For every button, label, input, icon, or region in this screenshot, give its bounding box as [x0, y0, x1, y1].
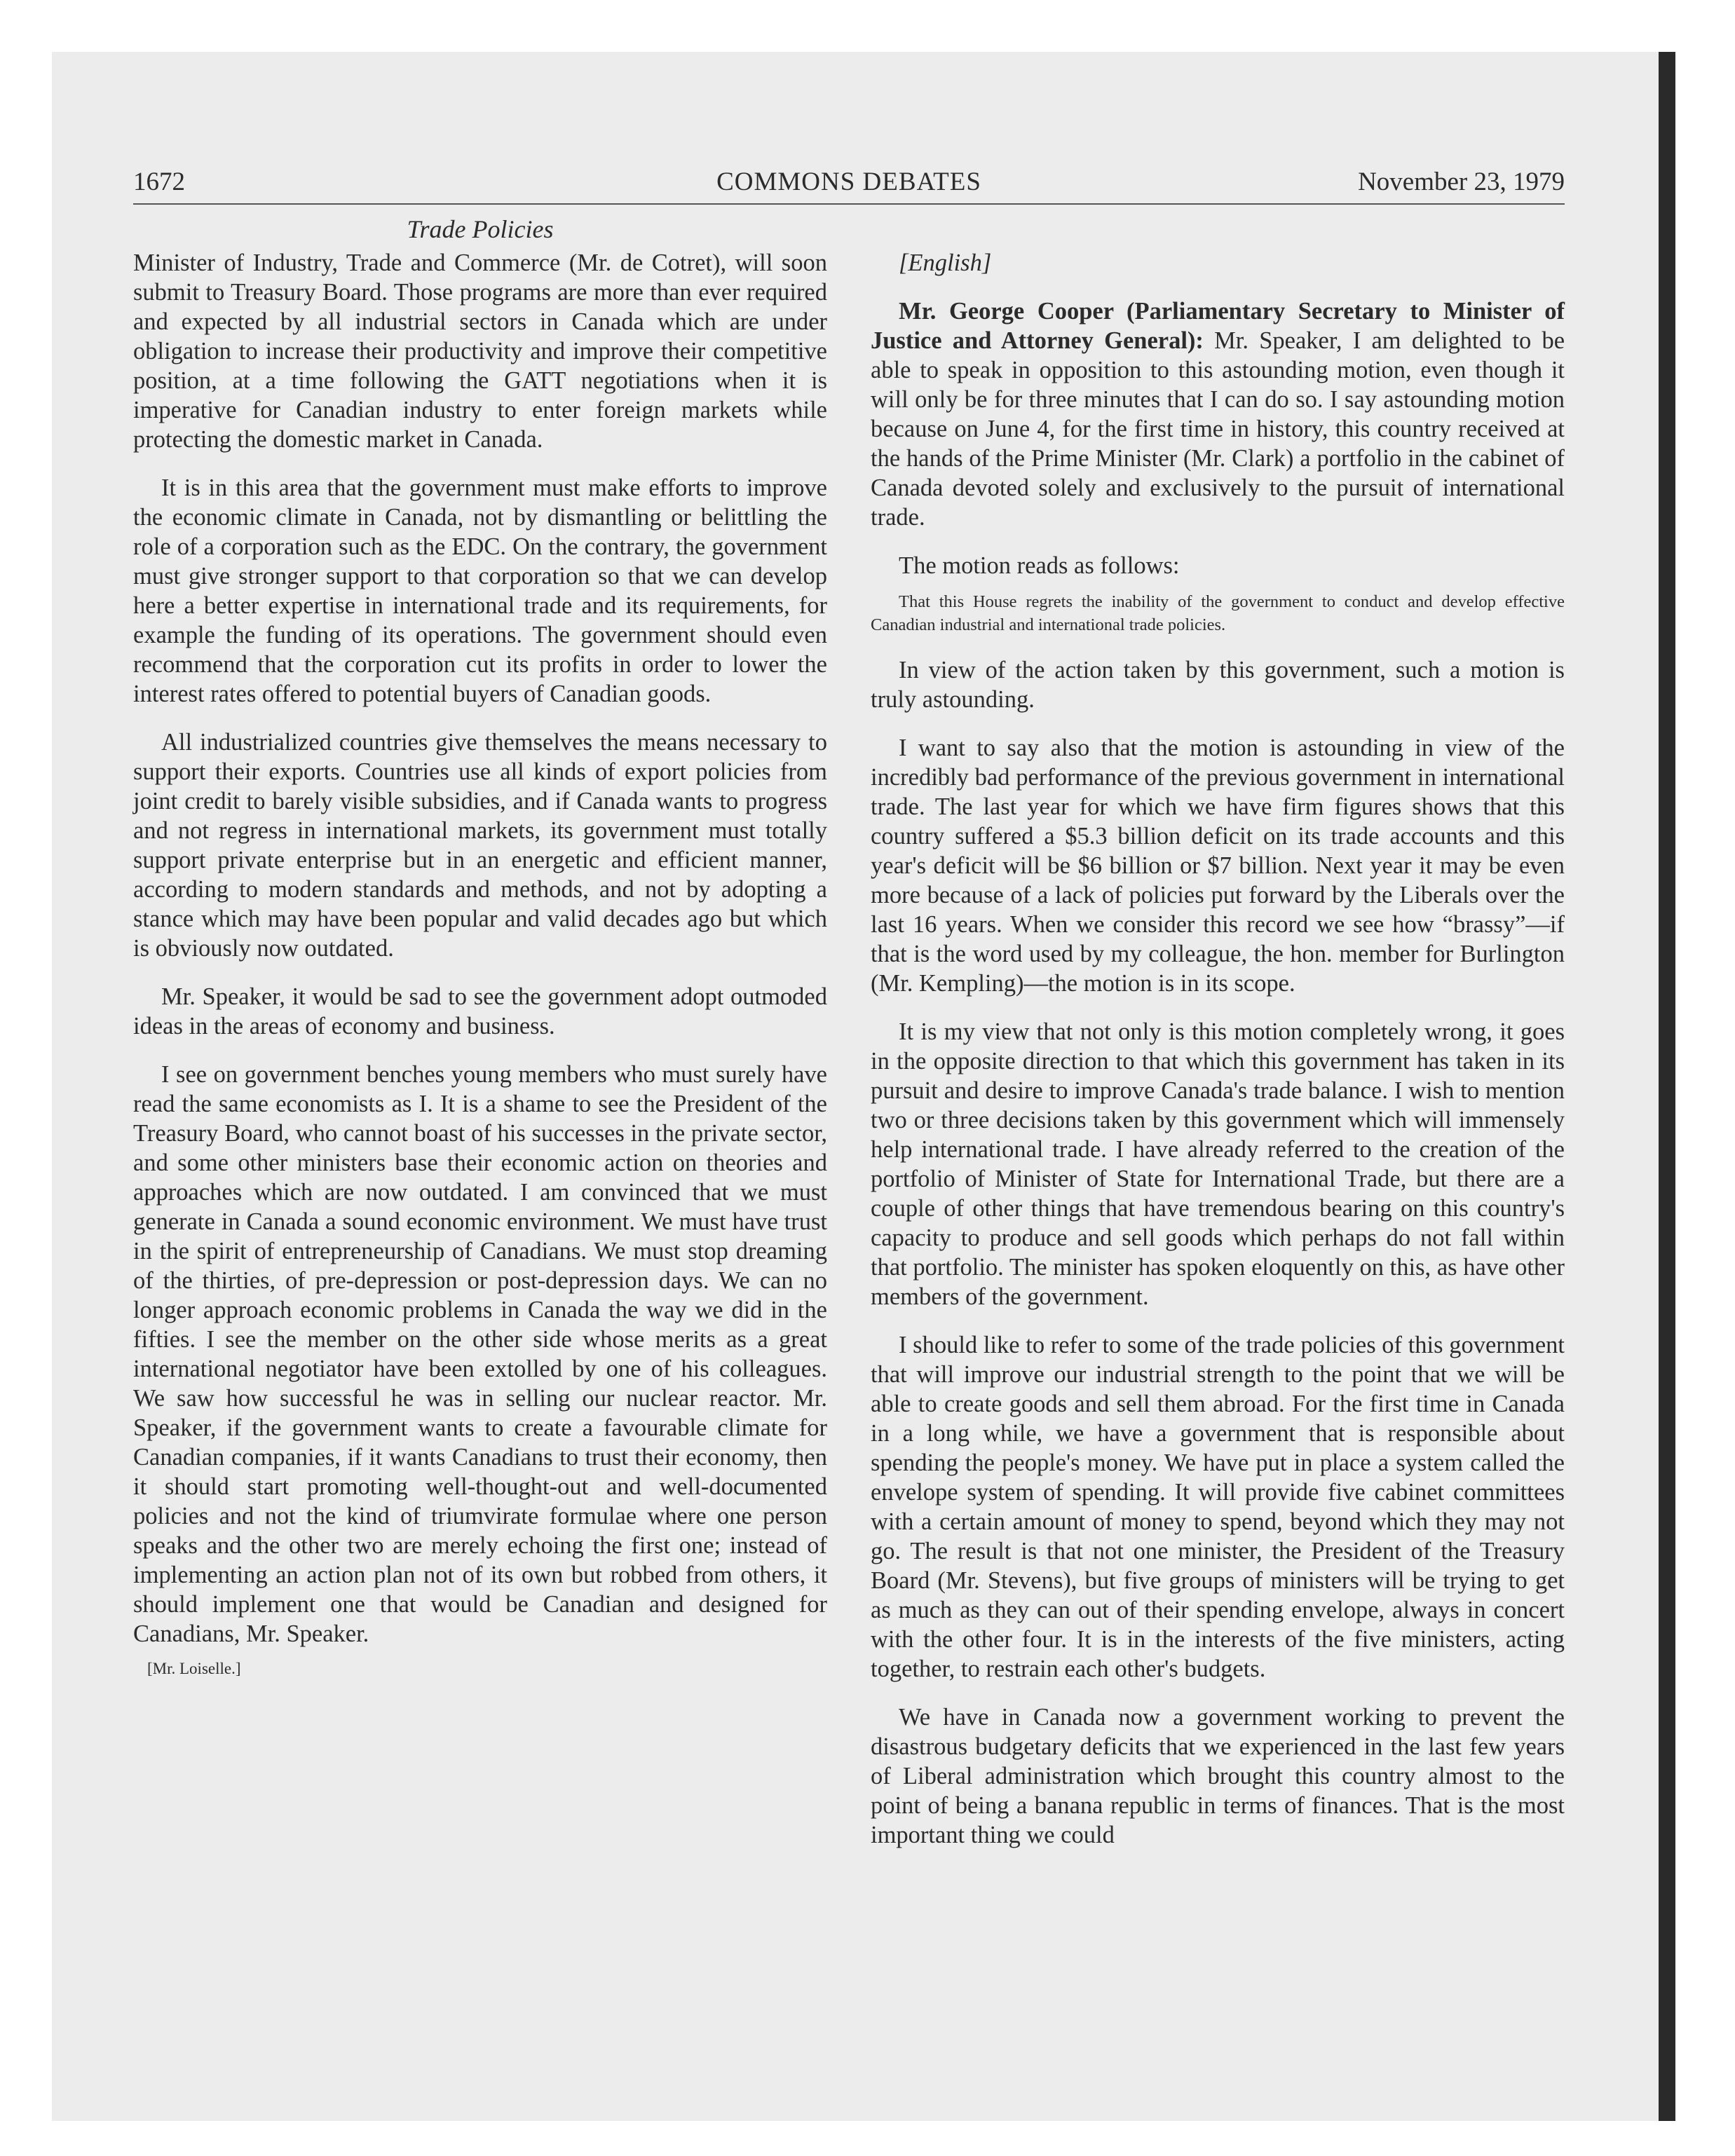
paragraph: I want to say also that the motion is astounding in view of the incredibly bad performance of the previous government in international trade. The last year for which we have firm figures shows that this country suffered a $5.3 billion deficit on its trade accounts and this year's deficit will be $6 billion or $7 billion. Next year it may be even more because of a lack of policies put forward by the Liberals over the last 16 years. When we consider this record we see how “brassy”—if that is the word used by my colleague, the hon. member for Burlington (Mr. Kempling)—the motion is in its scope.: [871, 735, 1565, 997]
publication-title: COMMONS DEBATES: [716, 168, 981, 196]
speaker-attribution: [Mr. Loiselle.]: [147, 1660, 241, 1677]
paragraph: The motion reads as follows:: [899, 552, 1180, 579]
paragraph: All industrialized countries give themselves the means necessary to support their exports. Countries use all kinds of export policies from joint credit to barely visible subsidies, and if Canada wants to progress and not regress in international markets, its government must totally support private enterprise but in an energetic and efficient manner, according to modern standards and methods, and not by adopting a stance which may have been popular and valid decades ago but which is obviously now outdated.: [133, 729, 827, 962]
paragraph: I see on government benches young members who must surely have read the same economists as I. It is a shame to see the President of the Treasury Board, who cannot boast of his successes in the private sector, and some other ministers base their economic action on theories and approaches which are now outdated. I am convinced that we must generate in Canada a sound economic environment. We must have trust in the spirit of entrepreneurship of Canadians. We must stop dreaming of the thirties, of pre-depression or post-depression days. We can no longer approach economic problems in Canada the way we did in the fifties. I see the member on the other side whose merits as a great international negotiator have been extolled by one of his colleagues. We saw how successful he was in selling our nuclear reactor. Mr. Speaker, if the government wants to create a favourable climate for Canadian companies, if it wants Canadians to trust their economy, then it should start promoting well-thought-out and well-documented policies and not the kind of triumvirate formulae where one person speaks and the other two are merely echoing the first one; instead of implementing an action plan not of its own but robbed from others, it should implement one that would be Canadian and designed for Canadians, Mr. Speaker.: [133, 1061, 827, 1647]
motion-quote: That this House regrets the inability of the government to conduct and develop effective Canadian industrial and international trade policies.: [871, 592, 1565, 634]
paragraph: In view of the action taken by this government, such a motion is truly astounding.: [871, 657, 1565, 713]
speaker-name: Mr. George Cooper (Parliamentary Secretary to Minister of Justice and Attorney General):: [871, 298, 1565, 354]
paragraph-text: Mr. Speaker, I am delighted to be able to speak in opposition to this astounding motion, even though it will only be for three minutes that I can do so. I say astounding motion because on June 4, for the first time in history, this country received at the hands of the Prime Minister (Mr. Clark) a portfolio in the cabinet of Canada devoted solely and exclusively to the pursuit of international trade.: [871, 327, 1565, 531]
paragraph: I should like to refer to some of the trade policies of this government that will improve our industrial strength to the point that we will be able to create goods and sell them abroad. For the first time in Canada in a long while, we have a government that is responsible about spending the people's money. We have put in place a system called the envelope system of spending. It will provide five cabinet committees with a certain amount of money to spend, beyond which they may not go. The result is that not one minister, the President of the Treasury Board (Mr. Stevens), but five groups of ministers will be trying to get as much as they can out of their spending envelope, always in concert with the other four. It is in the interests of the five ministers, acting together, to restrain each other's budgets.: [871, 1332, 1565, 1682]
paragraph: Minister of Industry, Trade and Commerce (Mr. de Cotret), will soon submit to Treasury Board. Those programs are more than ever required and expected by all industrial sectors in Canada which are under obligation to increase their productivity and improve their competitive position, at a time following the GATT negotiations when it is imperative for Canadian industry to enter foreign markets while protecting the domestic market in Canada.: [133, 250, 827, 453]
page-number: 1672: [133, 168, 185, 196]
page-header: [133, 167, 1565, 205]
running-head: Trade Policies: [407, 215, 554, 243]
speech-opening: [871, 296, 1565, 532]
scan-edge-shadow: [1659, 52, 1675, 2121]
paragraph: It is in this area that the government must make efforts to improve the economic climate in Canada, not by dismantling or belittling the role of a corporation such as the EDC. On the contrary, the government must give stronger support to that corporation so that we can develop here a better expertise in international trade and its requirements, for example the funding of its operations. The government should even recommend that the corporation cut its profits in order to lower the interest rates offered to potential buyers of Canadian goods.: [133, 475, 827, 707]
left-column: [133, 248, 827, 1679]
paragraph: It is my view that not only is this motion completely wrong, it goes in the opposite direction to that which this government has taken in its pursuit and desire to improve Canada's trade balance. I wish to mention two or three decisions taken by this government which will immensely help international trade. I have already referred to the creation of the portfolio of Minister of State for International Trade, but there are a couple of other things that have tremendous bearing on this country's capacity to produce and sell goods which perhaps do not fall within that portfolio. The minister has spoken eloquently on this, as have other members of the government.: [871, 1018, 1565, 1310]
paragraph: Mr. Speaker, it would be sad to see the government adopt outmoded ideas in the areas of economy and business.: [133, 983, 827, 1039]
publication-date: November 23, 1979: [1358, 168, 1565, 196]
language-marker: [English]: [899, 250, 992, 276]
paragraph: We have in Canada now a government working to prevent the disastrous budgetary deficits that we experienced in the last few years of Liberal administration which brought this country almost to the point of being a banana republic in terms of finances. That is the most important thing we could: [871, 1704, 1565, 1848]
right-column: [871, 248, 1565, 1850]
